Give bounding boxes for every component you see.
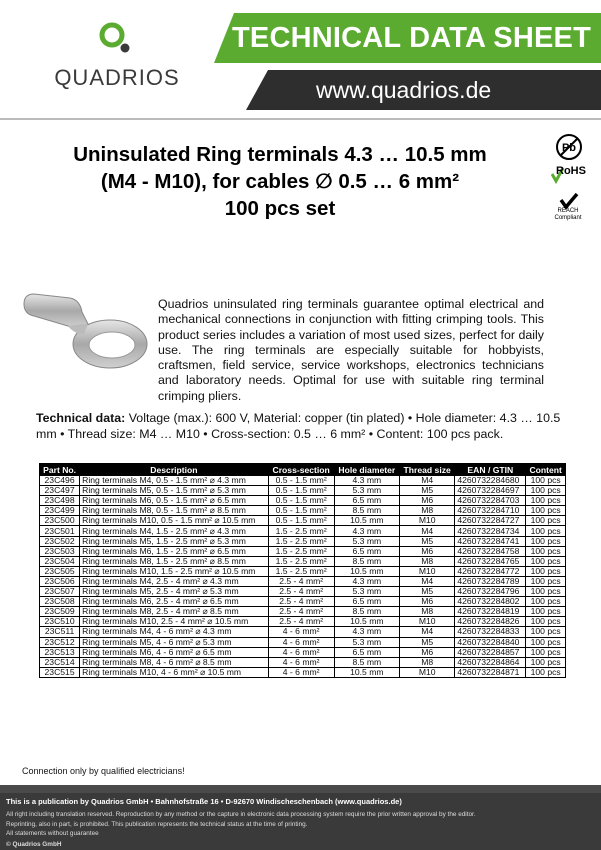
table-row [40, 576, 566, 586]
ean-cell: 4260732284802 [455, 597, 526, 607]
part-no-cell: 23C500 [40, 516, 80, 526]
thread-size-cell: M8 [400, 506, 455, 516]
reach-label [552, 208, 584, 222]
ean-cell: 4260732284819 [455, 607, 526, 617]
ean-cell: 4260732284840 [455, 637, 526, 647]
ean-cell: 4260732284765 [455, 556, 526, 566]
thread-size-cell: M8 [400, 657, 455, 667]
cross-section-cell: 4 - 6 mm² [268, 667, 334, 677]
hole-diameter-cell: 10.5 mm [334, 617, 399, 627]
content-cell: 100 pcs [526, 597, 566, 607]
cross-section-cell: 0.5 - 1.5 mm² [268, 516, 334, 526]
pb-free-icon [551, 132, 587, 162]
description-cell: Ring terminals M10, 4 - 6 mm² ⌀ 10.5 mm [80, 667, 269, 677]
ean-cell: 4260732284871 [455, 667, 526, 677]
part-no-cell: 23C504 [40, 556, 80, 566]
table-row [40, 617, 566, 627]
description-cell: Ring terminals M10, 2.5 - 4 mm² ⌀ 10.5 mm [80, 617, 269, 627]
part-no-cell: 23C508 [40, 597, 80, 607]
footer-strip [0, 785, 601, 793]
cross-section-cell: 4 - 6 mm² [268, 627, 334, 637]
column-header: Content [526, 464, 566, 476]
content-cell: 100 pcs [526, 617, 566, 627]
ean-cell: 4260732284741 [455, 536, 526, 546]
thread-size-cell: M6 [400, 546, 455, 556]
content-cell: 100 pcs [526, 526, 566, 536]
content-cell: 100 pcs [526, 566, 566, 576]
description-cell: Ring terminals M6, 1.5 - 2.5 mm² ⌀ 6.5 mm [80, 546, 269, 556]
hole-diameter-cell: 4.3 mm [334, 526, 399, 536]
content-cell: 100 pcs [526, 496, 566, 506]
hole-diameter-cell: 4.3 mm [334, 627, 399, 637]
hole-diameter-cell: 10.5 mm [334, 667, 399, 677]
hole-diameter-cell: 6.5 mm [334, 546, 399, 556]
part-no-cell: 23C497 [40, 486, 80, 496]
table-row [40, 647, 566, 657]
content-cell: 100 pcs [526, 486, 566, 496]
part-no-cell: 23C511 [40, 627, 80, 637]
table-row [40, 657, 566, 667]
content-cell: 100 pcs [526, 516, 566, 526]
ean-cell: 4260732284772 [455, 566, 526, 576]
content-cell: 100 pcs [526, 576, 566, 586]
content-cell: 100 pcs [526, 476, 566, 486]
description-cell: Ring terminals M4, 0.5 - 1.5 mm² ⌀ 4.3 mm [80, 476, 269, 486]
description-cell: Ring terminals M6, 2.5 - 4 mm² ⌀ 6.5 mm [80, 597, 269, 607]
thread-size-cell: M4 [400, 476, 455, 486]
brand-name: QUADRIOS [54, 65, 180, 90]
ean-cell: 4260732284796 [455, 587, 526, 597]
table-row [40, 536, 566, 546]
thread-size-cell: M10 [400, 667, 455, 677]
table-row [40, 526, 566, 536]
ean-cell: 4260732284680 [455, 476, 526, 486]
thread-size-cell: M4 [400, 576, 455, 586]
table-row [40, 516, 566, 526]
cross-section-cell: 4 - 6 mm² [268, 637, 334, 647]
description-cell: Ring terminals M8, 1.5 - 2.5 mm² ⌀ 8.5 mm [80, 556, 269, 566]
page-title [40, 141, 520, 222]
ean-cell: 4260732284789 [455, 576, 526, 586]
ean-cell: 4260732284758 [455, 546, 526, 556]
table-row [40, 556, 566, 566]
description-cell: Ring terminals M4, 4 - 6 mm² ⌀ 4.3 mm [80, 627, 269, 637]
content-cell: 100 pcs [526, 657, 566, 667]
technical-data-label: Technical data: [36, 411, 126, 425]
cross-section-cell: 2.5 - 4 mm² [268, 607, 334, 617]
description-cell: Ring terminals M5, 2.5 - 4 mm² ⌀ 5.3 mm [80, 587, 269, 597]
content-cell: 100 pcs [526, 627, 566, 637]
column-header: Thread size [400, 464, 455, 476]
ean-cell: 4260732284833 [455, 627, 526, 637]
safety-note: Connection only by qualified electricians! [22, 766, 185, 776]
table-row [40, 496, 566, 506]
table-row [40, 637, 566, 647]
table-row [40, 607, 566, 617]
footer-copyright: © Quadrios GmbH [6, 841, 62, 848]
cross-section-cell: 0.5 - 1.5 mm² [268, 506, 334, 516]
cross-section-cell: 0.5 - 1.5 mm² [268, 476, 334, 486]
cross-section-cell: 2.5 - 4 mm² [268, 576, 334, 586]
hole-diameter-cell: 5.3 mm [334, 637, 399, 647]
part-no-cell: 23C498 [40, 496, 80, 506]
hole-diameter-cell: 8.5 mm [334, 607, 399, 617]
cross-section-cell: 4 - 6 mm² [268, 657, 334, 667]
part-no-cell: 23C501 [40, 526, 80, 536]
part-no-cell: 23C514 [40, 657, 80, 667]
cross-section-cell: 1.5 - 2.5 mm² [268, 546, 334, 556]
table-row [40, 546, 566, 556]
content-cell: 100 pcs [526, 647, 566, 657]
thread-size-cell: M8 [400, 556, 455, 566]
thread-size-cell: M10 [400, 566, 455, 576]
title-line-3: 100 pcs set [224, 197, 336, 220]
technical-data-text: Voltage (max.): 600 V, Material: copper (tin plated) • Hole diameter: 4.3 … 10.5 mm • Thread size: M4 … M10 • Cross-section: 0.5 … 6 mm² • Content: 100 pcs pack. [36, 411, 561, 441]
table-row [40, 476, 566, 486]
description-cell: Ring terminals M6, 4 - 6 mm² ⌀ 6.5 mm [80, 647, 269, 657]
part-no-cell: 23C503 [40, 546, 80, 556]
content-cell: 100 pcs [526, 587, 566, 597]
column-header: Description [80, 464, 269, 476]
content-cell: 100 pcs [526, 667, 566, 677]
product-description: Quadrios uninsulated ring terminals guarantee optimal electrical and mechanical connections in conjunction with fitting crimping tools. This product series includes a variation of most used sizes, perfect for daily use. The ring terminals are especially suitable for hobbyists, craftsmen, field service, service workshops, electronics technicians and laboratory needs. Optimal for use with suitable ring terminal crimping pliers. [158, 297, 544, 403]
reach-line-2: Compliant [554, 215, 582, 221]
part-no-cell: 23C505 [40, 566, 80, 576]
part-no-cell: 23C513 [40, 647, 80, 657]
ean-cell: 4260732284710 [455, 506, 526, 516]
hole-diameter-cell: 6.5 mm [334, 647, 399, 657]
thread-size-cell: M6 [400, 496, 455, 506]
ean-cell: 4260732284697 [455, 486, 526, 496]
table-row [40, 566, 566, 576]
thread-size-cell: M6 [400, 647, 455, 657]
hole-diameter-cell: 5.3 mm [334, 486, 399, 496]
reach-line-1: REACH [557, 208, 579, 214]
content-cell: 100 pcs [526, 506, 566, 516]
hole-diameter-cell: 8.5 mm [334, 556, 399, 566]
thread-size-cell: M5 [400, 486, 455, 496]
cross-section-cell: 4 - 6 mm² [268, 647, 334, 657]
content-cell: 100 pcs [526, 607, 566, 617]
thread-size-cell: M6 [400, 597, 455, 607]
hole-diameter-cell: 6.5 mm [334, 597, 399, 607]
hole-diameter-cell: 4.3 mm [334, 476, 399, 486]
ean-cell: 4260732284864 [455, 657, 526, 667]
logo [28, 15, 206, 93]
footer-disclaimer: All statements without guarantee [6, 830, 99, 837]
cross-section-cell: 1.5 - 2.5 mm² [268, 566, 334, 576]
table-header-row [40, 464, 566, 476]
thread-size-cell: M10 [400, 516, 455, 526]
footer-publisher: This is a publication by Quadrios GmbH • Bahnhofstraße 16 • D-92670 Windischeschenbach (www.quadrios.de) [6, 797, 402, 806]
thread-size-cell: M8 [400, 607, 455, 617]
table-row [40, 597, 566, 607]
content-cell: 100 pcs [526, 536, 566, 546]
hole-diameter-cell: 10.5 mm [334, 516, 399, 526]
table-row [40, 627, 566, 637]
part-no-cell: 23C499 [40, 506, 80, 516]
title-line-2: (M4 - M10), for cables ∅ 0.5 … 6 mm² [100, 170, 460, 193]
table-row [40, 587, 566, 597]
description-cell: Ring terminals M5, 1.5 - 2.5 mm² ⌀ 5.3 mm [80, 536, 269, 546]
thread-size-cell: M5 [400, 536, 455, 546]
cross-section-cell: 1.5 - 2.5 mm² [268, 526, 334, 536]
cross-section-cell: 2.5 - 4 mm² [268, 617, 334, 627]
hole-diameter-cell: 6.5 mm [334, 496, 399, 506]
description-cell: Ring terminals M10, 1.5 - 2.5 mm² ⌀ 10.5 mm [80, 566, 269, 576]
hole-diameter-cell: 4.3 mm [334, 576, 399, 586]
column-header: Cross-section [268, 464, 334, 476]
ean-cell: 4260732284727 [455, 516, 526, 526]
thread-size-cell: M5 [400, 637, 455, 647]
part-no-cell: 23C506 [40, 576, 80, 586]
thread-size-cell: M4 [400, 627, 455, 637]
part-no-cell: 23C507 [40, 587, 80, 597]
thread-size-cell: M5 [400, 587, 455, 597]
description-cell: Ring terminals M5, 4 - 6 mm² ⌀ 5.3 mm [80, 637, 269, 647]
part-no-cell: 23C496 [40, 476, 80, 486]
product-table [39, 463, 566, 678]
description-cell: Ring terminals M10, 0.5 - 1.5 mm² ⌀ 10.5 mm [80, 516, 269, 526]
column-header: Hole diameter [334, 464, 399, 476]
ring-terminal-image [22, 290, 148, 370]
pb-label: Pb [561, 142, 577, 154]
ean-cell: 4260732284734 [455, 526, 526, 536]
thread-size-cell: M4 [400, 526, 455, 536]
description-cell: Ring terminals M5, 0.5 - 1.5 mm² ⌀ 5.3 mm [80, 486, 269, 496]
quadrios-logo-icon [98, 21, 132, 55]
description-cell: Ring terminals M6, 0.5 - 1.5 mm² ⌀ 6.5 mm [80, 496, 269, 506]
description-cell: Ring terminals M8, 4 - 6 mm² ⌀ 8.5 mm [80, 657, 269, 667]
content-cell: 100 pcs [526, 556, 566, 566]
banner-title: TECHNICAL DATA SHEET [232, 22, 591, 54]
description-cell: Ring terminals M8, 2.5 - 4 mm² ⌀ 8.5 mm [80, 607, 269, 617]
hole-diameter-cell: 5.3 mm [334, 587, 399, 597]
hole-diameter-cell: 8.5 mm [334, 506, 399, 516]
part-no-cell: 23C515 [40, 667, 80, 677]
table-row [40, 506, 566, 516]
footer-rights: All right including translation reserved. Reproduction by any method or the capture in electronic data processing system require the prior written approval by the editor. Reprinting, also in part, is prohibited. This publication represents the technical status at the time of printing. [6, 811, 476, 828]
part-no-cell: 23C502 [40, 536, 80, 546]
content-cell: 100 pcs [526, 546, 566, 556]
cross-section-cell: 0.5 - 1.5 mm² [268, 486, 334, 496]
column-header: EAN / GTIN [455, 464, 526, 476]
hole-diameter-cell: 5.3 mm [334, 536, 399, 546]
description-cell: Ring terminals M4, 1.5 - 2.5 mm² ⌀ 4.3 mm [80, 526, 269, 536]
table-row [40, 667, 566, 677]
hole-diameter-cell: 10.5 mm [334, 566, 399, 576]
part-no-cell: 23C509 [40, 607, 80, 617]
hole-diameter-cell: 8.5 mm [334, 657, 399, 667]
cross-section-cell: 2.5 - 4 mm² [268, 587, 334, 597]
cross-section-cell: 2.5 - 4 mm² [268, 597, 334, 607]
cross-section-cell: 1.5 - 2.5 mm² [268, 536, 334, 546]
table-body [40, 476, 566, 678]
ean-cell: 4260732284826 [455, 617, 526, 627]
thread-size-cell: M10 [400, 617, 455, 627]
column-header: Part No. [40, 464, 80, 476]
ean-cell: 4260732284703 [455, 496, 526, 506]
ean-cell: 4260732284857 [455, 647, 526, 657]
cross-section-cell: 0.5 - 1.5 mm² [268, 496, 334, 506]
description-cell: Ring terminals M8, 0.5 - 1.5 mm² ⌀ 8.5 mm [80, 506, 269, 516]
rohs-label: RoHS [556, 165, 586, 177]
part-no-cell: 23C512 [40, 637, 80, 647]
part-no-cell: 23C510 [40, 617, 80, 627]
technical-data [36, 410, 564, 442]
description-cell: Ring terminals M4, 2.5 - 4 mm² ⌀ 4.3 mm [80, 576, 269, 586]
website-link[interactable]: www.quadrios.de [316, 77, 492, 103]
header [0, 0, 601, 118]
header-divider [0, 118, 601, 120]
cross-section-cell: 1.5 - 2.5 mm² [268, 556, 334, 566]
table-row [40, 486, 566, 496]
content-cell: 100 pcs [526, 637, 566, 647]
title-line-1: Uninsulated Ring terminals 4.3 … 10.5 mm [73, 143, 487, 166]
